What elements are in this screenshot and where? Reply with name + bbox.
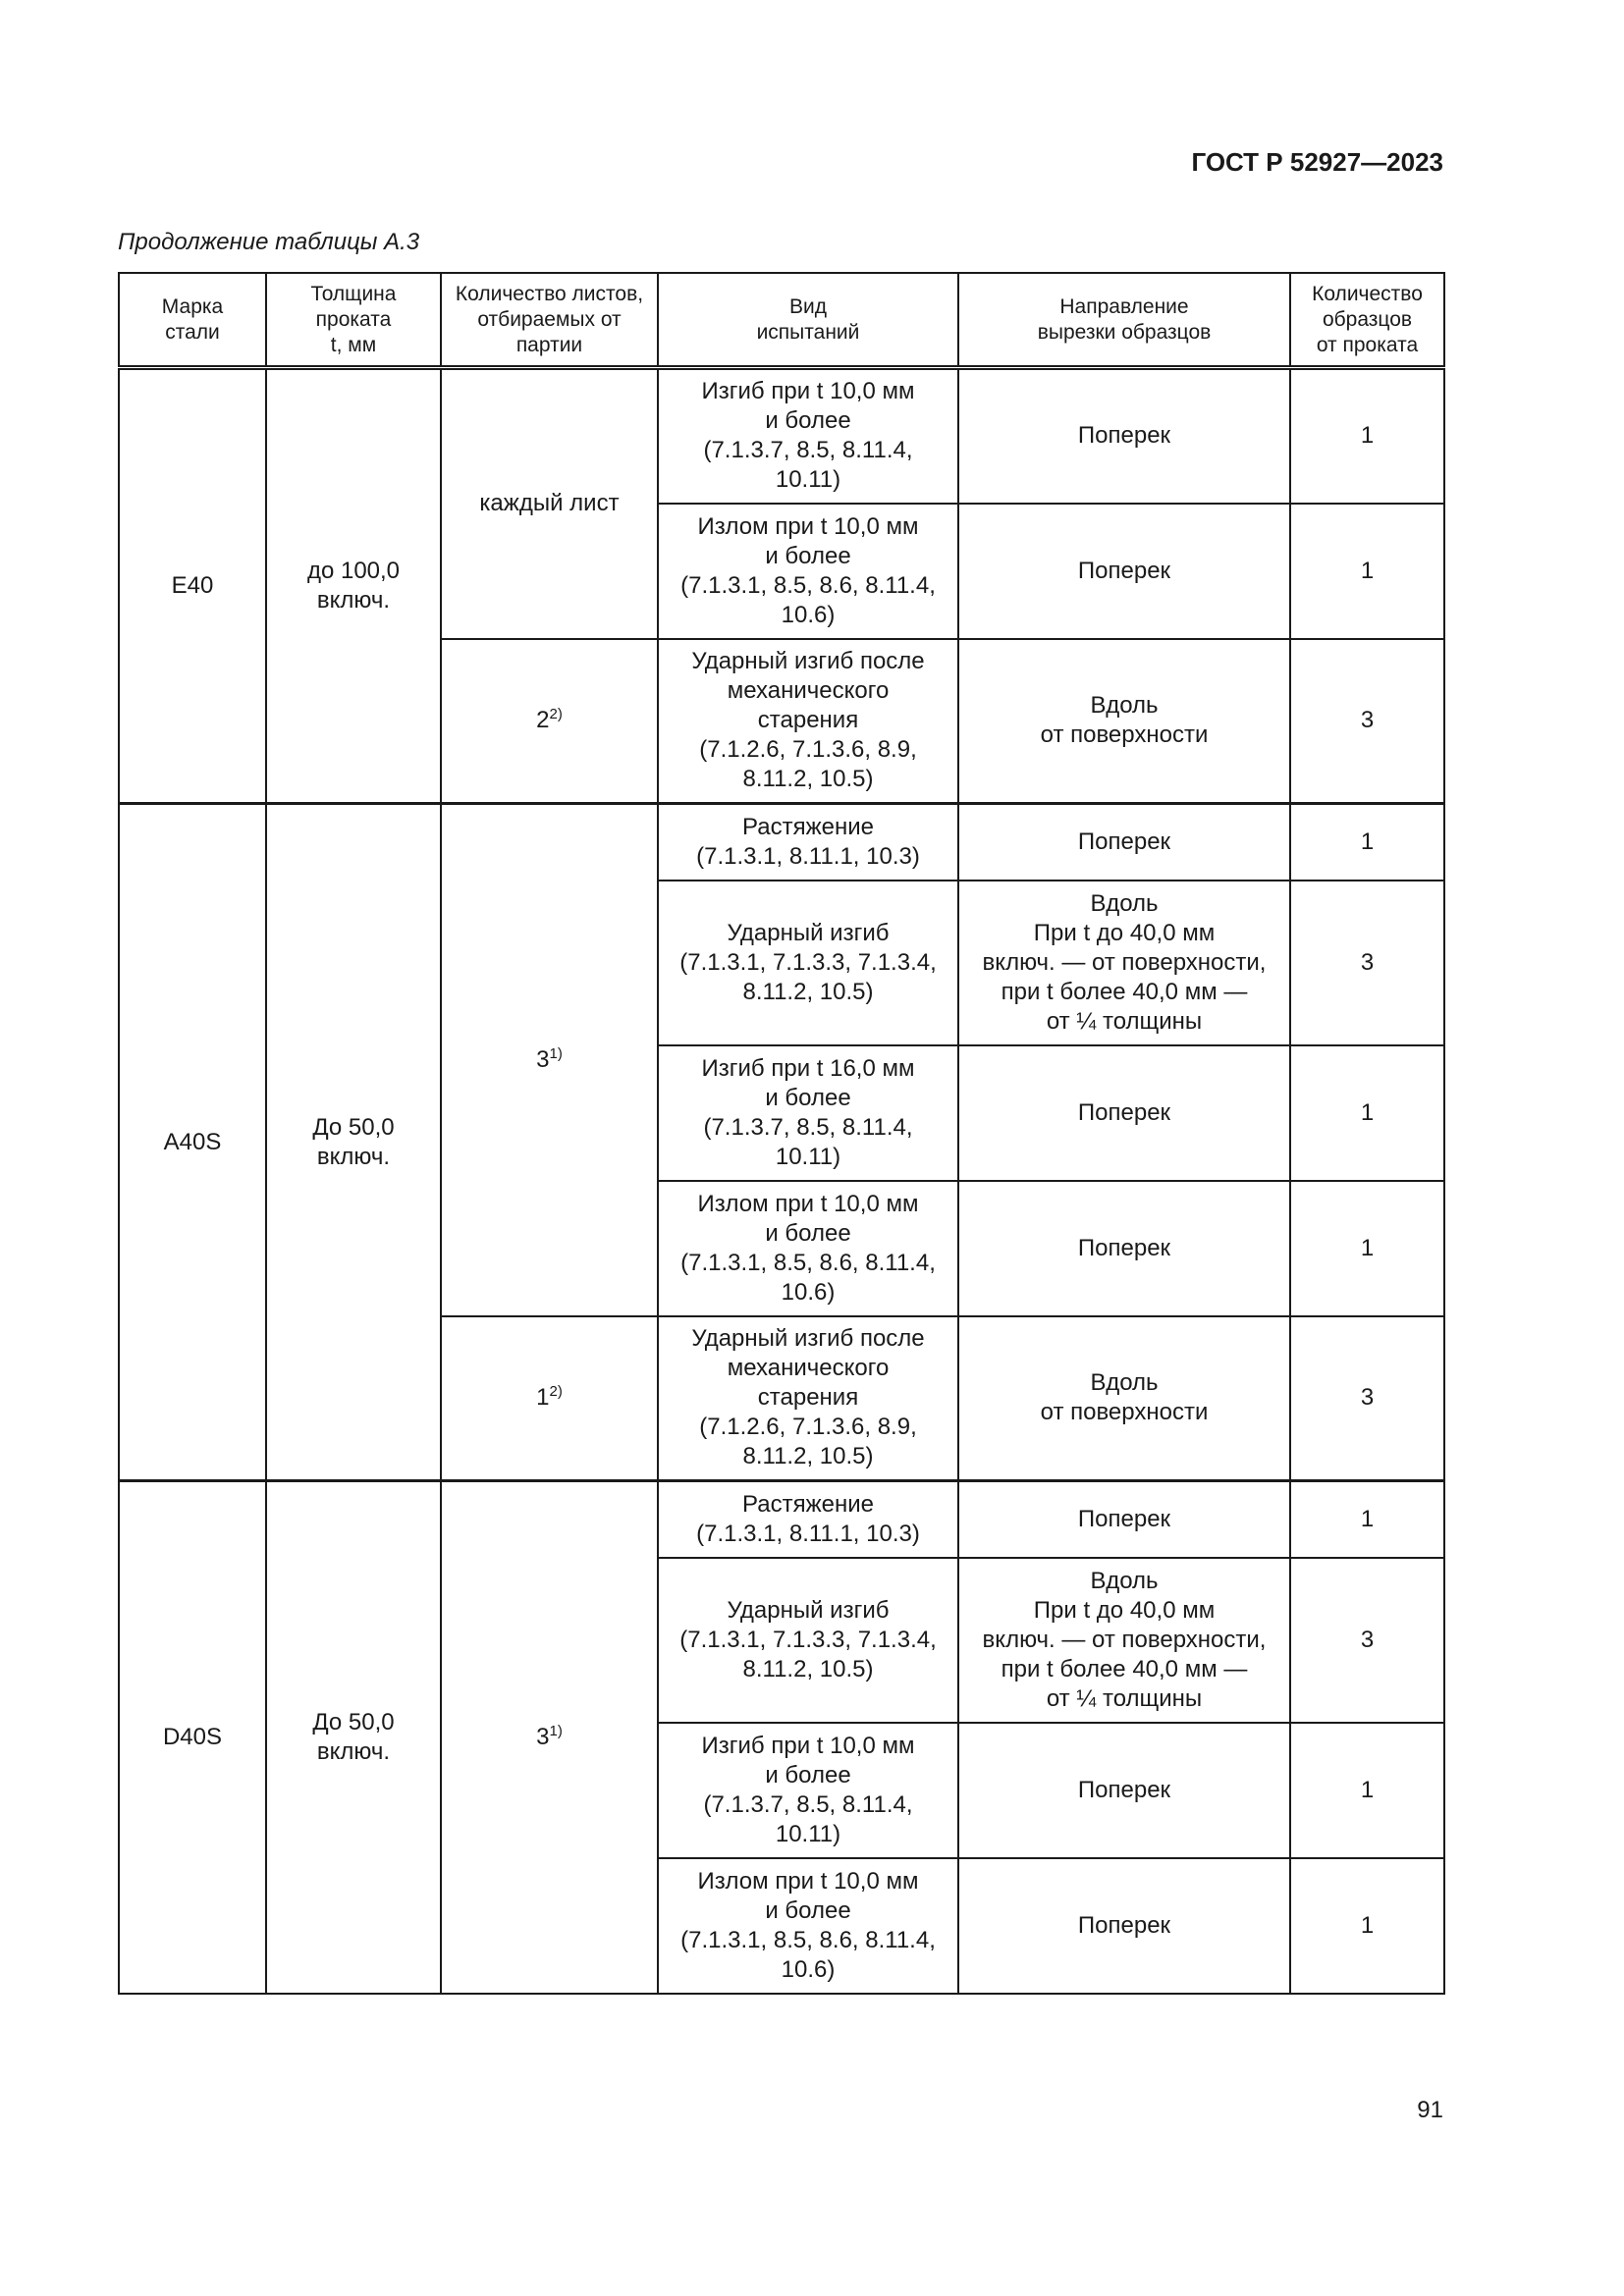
steel-grade-cell [119,368,266,804]
test-type-cell [658,881,958,1045]
test-type-cell [658,1558,958,1723]
test-type-cell [658,1045,958,1181]
sheets-cell [441,1481,658,1994]
header-line: Количество [1312,282,1423,305]
direction-line: Поперек [1077,422,1171,450]
test-type-line: (7.1.3.7, 8.5, 8.11.4, [703,1113,913,1141]
samples-value: 3 [1360,1384,1375,1412]
thickness-line: включ. [316,587,391,614]
test-type-line: старения [757,707,859,734]
sheets-value: 3 [536,1723,550,1750]
test-type-line: (7.1.3.7, 8.5, 8.11.4, [703,437,913,464]
test-type-line: Ударный изгиб после [691,1325,925,1353]
test-type-line: (7.1.3.1, 8.5, 8.6, 8.11.4, [680,1249,936,1276]
direction-line: При t до 40,0 мм [1033,919,1216,946]
test-type-line: 8.11.2, 10.5) [742,1443,874,1470]
steel-grade-cell [119,1481,266,1994]
steel-grade-cell [119,804,266,1481]
table-row [119,368,1444,504]
sheets-value: 2 [536,707,550,734]
direction-cell [958,1181,1290,1316]
test-type-line: Растяжение [742,1490,874,1518]
header-samples [1290,273,1444,368]
test-type-line: (7.1.3.1, 7.1.3.3, 7.1.3.4, [679,948,937,976]
direction-cell [958,1045,1290,1181]
page-number: 91 [1417,2097,1443,2123]
direction-line: Поперек [1077,1776,1171,1803]
test-type-line: Растяжение [742,813,874,840]
direction-cell [958,1481,1290,1558]
direction-cell [958,804,1290,881]
test-type-line: (7.1.3.1, 8.11.1, 10.3) [696,842,920,870]
test-type-line: Изгиб при t 16,0 мм [701,1054,915,1082]
test-type-cell [658,1181,958,1316]
samples-cell [1290,1316,1444,1481]
direction-line: включ. — от поверхности, [982,948,1267,976]
test-type-line: (7.1.3.1, 8.5, 8.6, 8.11.4, [680,1926,936,1953]
direction-cell [958,504,1290,639]
samples-value: 1 [1360,1098,1375,1126]
test-type-cell [658,504,958,639]
direction-line: Вдоль [1090,1369,1159,1397]
test-type-line: старения [757,1384,859,1412]
thickness-line: До 50,0 [312,1113,395,1141]
header-steel-grade [119,273,266,368]
direction-line: при t более 40,0 мм — [1001,978,1248,1005]
test-type-line: (7.1.2.6, 7.1.3.6, 8.9, [699,736,917,764]
samples-cell [1290,804,1444,881]
samples-cell [1290,1723,1444,1858]
header-line: Направление [1059,294,1189,318]
direction-line: Вдоль [1090,692,1159,720]
test-type-line: 10.6) [781,1278,836,1306]
header-line: Толщина [310,282,397,305]
samples-cell [1290,1181,1444,1316]
header-test-type [658,273,958,368]
samples-cell [1290,1045,1444,1181]
footnote-mark: 1) [549,1722,563,1739]
samples-value: 3 [1360,948,1375,976]
sheets-cell [441,1316,658,1481]
samples-cell [1290,639,1444,804]
samples-cell [1290,1858,1444,1994]
samples-value: 3 [1360,1626,1375,1653]
direction-line: Поперек [1077,1505,1171,1532]
table-row [119,1481,1444,1558]
test-type-line: (7.1.3.1, 8.11.1, 10.3) [696,1520,920,1547]
test-type-line: и более [765,407,851,435]
direction-line: Поперек [1077,557,1171,584]
samples-value: 1 [1360,422,1375,450]
test-type-line: и более [765,1219,851,1247]
table-header-row [119,273,1444,368]
footnote-mark: 2) [549,1383,563,1401]
direction-cell [958,1858,1290,1994]
test-type-line: механического [727,677,890,705]
test-type-line: 10.6) [781,1955,836,1983]
test-type-line: Ударный изгиб [727,919,890,946]
direction-line: от ¼ толщины [1046,1007,1203,1035]
footnote-mark: 2) [549,706,563,723]
thickness-line: до 100,0 [306,558,401,584]
samples-value: 3 [1360,707,1375,734]
direction-line: от ¼ толщины [1046,1684,1203,1712]
test-type-cell [658,1481,958,1558]
sheets-cell [441,368,658,639]
samples-value: 1 [1360,1776,1375,1803]
test-type-cell [658,368,958,504]
sheets-value: 1 [536,1384,550,1412]
steel-grade-label: A40S [163,1128,222,1155]
thickness-cell [266,1481,441,1994]
sheets-value: 3 [536,1045,550,1073]
table-caption: Продолжение таблицы А.3 [118,229,420,255]
samples-cell [1290,881,1444,1045]
test-type-cell [658,1316,958,1481]
test-type-line: Ударный изгиб [727,1596,890,1624]
test-type-line: (7.1.3.7, 8.5, 8.11.4, [703,1790,913,1818]
direction-cell [958,881,1290,1045]
direction-cell [958,639,1290,804]
samples-cell [1290,504,1444,639]
direction-line: от поверхности [1040,1399,1209,1426]
samples-value: 1 [1360,1505,1375,1532]
test-type-line: и более [765,1084,851,1111]
test-type-line: Излом при t 10,0 мм [697,1190,919,1217]
direction-line: от поверхности [1040,721,1209,749]
direction-cell [958,1316,1290,1481]
direction-cell [958,1558,1290,1723]
thickness-line: включ. [316,1737,391,1765]
test-type-line: Ударный изгиб после [691,648,925,675]
header-sheets [441,273,658,368]
header-line: отбираемых от [477,307,622,331]
test-type-line: (7.1.2.6, 7.1.3.6, 8.9, [699,1414,917,1441]
test-type-line: (7.1.3.1, 7.1.3.3, 7.1.3.4, [679,1626,937,1653]
header-thickness [266,273,441,368]
header-line: t, мм [330,333,377,356]
samples-value: 1 [1360,1911,1375,1939]
test-type-cell [658,1723,958,1858]
test-type-line: и более [765,1761,851,1789]
thickness-line: включ. [316,1143,391,1170]
sheets-cell [441,804,658,1316]
direction-line: Вдоль [1090,1567,1159,1594]
direction-line: включ. — от поверхности, [982,1626,1267,1653]
test-type-line: 8.11.2, 10.5) [742,978,874,1005]
document-code: ГОСТ Р 52927—2023 [1191,147,1443,177]
test-type-line: 10.11) [775,1820,841,1847]
direction-cell [958,1723,1290,1858]
test-type-line: и более [765,1896,851,1924]
direction-cell [958,368,1290,504]
test-type-cell [658,639,958,804]
header-direction [958,273,1290,368]
samples-value: 1 [1360,557,1375,584]
test-type-line: механического [727,1355,890,1382]
steel-grade-label: D40S [162,1723,223,1750]
test-type-line: Излом при t 10,0 мм [697,512,919,540]
header-line: Количество листов, [455,282,644,305]
test-type-line: 8.11.2, 10.5) [742,1655,874,1682]
header-line: образцов [1322,307,1413,331]
header-line: от проката [1316,333,1419,356]
direction-line: Поперек [1077,828,1171,855]
samples-cell [1290,368,1444,504]
test-type-line: и более [765,542,851,569]
table-body [119,368,1444,1994]
samples-cell [1290,1481,1444,1558]
test-type-line: (7.1.3.1, 8.5, 8.6, 8.11.4, [680,571,936,599]
header-line: испытаний [756,320,860,344]
test-type-line: Изгиб при t 10,0 мм [701,378,915,405]
direction-line: При t до 40,0 мм [1033,1596,1216,1624]
sheets-value: каждый лист [479,490,620,517]
sampling-table [118,272,1445,1995]
direction-line: Поперек [1077,1234,1171,1261]
header-line: Марка [161,294,224,318]
direction-line: при t более 40,0 мм — [1001,1655,1248,1682]
test-type-line: 10.11) [775,1143,841,1170]
test-type-line: Излом при t 10,0 мм [697,1867,919,1895]
header-line: проката [315,307,392,331]
thickness-cell [266,804,441,1481]
header-line: вырезки образцов [1037,320,1212,344]
steel-grade-label: E40 [171,572,214,599]
direction-line: Вдоль [1090,889,1159,917]
test-type-line: 8.11.2, 10.5) [742,766,874,793]
test-type-cell [658,1858,958,1994]
thickness-line: До 50,0 [312,1708,395,1735]
footnote-mark: 1) [549,1044,563,1062]
test-type-line: 10.11) [775,466,841,494]
header-line: партии [515,333,583,356]
samples-value: 1 [1360,1234,1375,1261]
table-row [119,804,1444,881]
header-line: Вид [789,294,827,318]
direction-line: Поперек [1077,1098,1171,1126]
test-type-line: Изгиб при t 10,0 мм [701,1732,915,1759]
samples-value: 1 [1360,828,1375,855]
thickness-cell [266,368,441,804]
samples-cell [1290,1558,1444,1723]
test-type-cell [658,804,958,881]
header-line: стали [165,320,220,344]
sheets-cell [441,639,658,804]
test-type-line: 10.6) [781,601,836,628]
direction-line: Поперек [1077,1911,1171,1939]
